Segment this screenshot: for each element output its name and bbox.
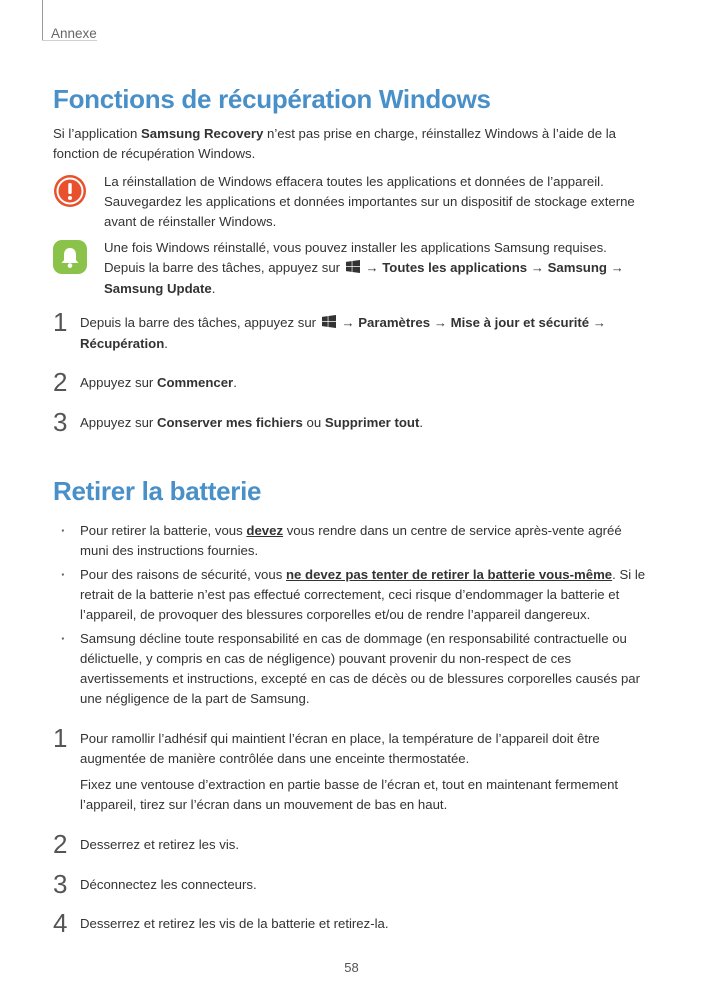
arrow-text: →	[361, 260, 383, 275]
arrow-text: →	[430, 315, 451, 330]
step-number: 4	[53, 908, 68, 938]
bullet-text-b: . Si le retrait de la batterie n’est pas effectué correctement, ceci risque d’endommager la batterie et l’appareil, de provoquer des blessures corporelles et/ou de rendre l’appareil dangereux.	[80, 567, 646, 622]
windows-logo-icon	[346, 259, 360, 279]
info-text-a: Une fois Windows réinstallé, vous pouvez installer les applications Samsung requises. Depuis la barre des tâches, appuyez sur	[104, 240, 607, 275]
step-number: 3	[53, 407, 68, 437]
step-text: Déconnectez les connecteurs.	[80, 877, 257, 892]
start-label: Commencer	[156, 375, 234, 390]
step-text	[80, 373, 648, 393]
step-number: 1	[53, 723, 68, 753]
info-path-2: Samsung	[547, 260, 607, 275]
bullet-text-b: vous rendre dans un centre de service après-vente agréé muni des instructions fournies.	[80, 523, 622, 558]
intro-paragraph	[53, 124, 653, 164]
step-text-a: Appuyez sur	[80, 415, 157, 430]
info-path-3: Samsung Update	[104, 281, 212, 296]
section-title-remove-battery: Retirer la batterie	[53, 476, 262, 506]
period-text: .	[211, 281, 216, 296]
step-number: 2	[53, 367, 68, 397]
step-text: Desserrez et retirez les vis.	[80, 837, 240, 852]
step-text: Desserrez et retirez les vis de la batterie et retirez-la.	[80, 916, 389, 931]
period-text: .	[164, 336, 168, 351]
arrow-text: →	[606, 260, 624, 275]
battery-warnings-list	[53, 521, 653, 713]
list-item	[53, 521, 653, 561]
underlined-emphasis: ne devez pas tenter de retirer la batterie vous-même	[285, 567, 613, 582]
step-text-a: Depuis la barre des tâches, appuyez sur	[80, 315, 320, 330]
bell-icon	[53, 240, 87, 274]
bullet-text-a: Pour des raisons de sécurité, vous	[80, 567, 286, 582]
step-text-a: Appuyez sur	[80, 375, 157, 390]
warning-text: La réinstallation de Windows effacera toutes les applications et données de l’appareil. Sauvegardez les applications et données importantes sur un dispositif de stockage externe avant de réinstaller Windows.	[104, 174, 635, 229]
remove-all-label: Supprimer tout	[324, 415, 420, 430]
step-text	[80, 413, 648, 433]
step-path-1: Paramètres	[358, 315, 431, 330]
underlined-emphasis: devez	[246, 523, 284, 538]
page-number: 58	[344, 960, 359, 975]
step-number: 1	[53, 307, 68, 337]
step-path-3: Récupération	[80, 336, 165, 351]
step-number: 2	[53, 829, 68, 859]
step-text	[80, 313, 648, 354]
step-text-continued: Fixez une ventouse d’extraction en partie basse de l’écran et, tout en maintenant fermement l’appareil, tirez sur l’écran dans un mouvement de bas en haut.	[80, 777, 619, 812]
bullet-text-a: Pour retirer la batterie, vous	[80, 523, 247, 538]
period-text: .	[233, 375, 237, 390]
period-text: .	[419, 415, 424, 430]
info-text	[104, 238, 650, 299]
intro-app-name: Samsung Recovery	[140, 126, 264, 141]
intro-text-a: Si l’application	[53, 126, 141, 141]
section-label: Annexe	[51, 26, 97, 41]
step-path-2: Mise à jour et sécurité	[450, 315, 590, 330]
corner-mark-vertical	[42, 0, 43, 40]
arrow-text: →	[337, 315, 359, 330]
or-text: ou	[302, 415, 325, 430]
list-item	[53, 565, 653, 625]
info-path-1: Toutes les applications	[382, 260, 528, 275]
step-number: 3	[53, 869, 68, 899]
bullet-text-a: Samsung décline toute responsabilité en cas de dommage (en responsabilité contractuelle ou délictuelle, y compris en cas de négligence) pouvant provenir du non-respect de ces avertissements et instructions, excepté en cas de décès ou de blessures corporelles causés par une négligence de la part de Samsung.	[80, 631, 641, 706]
arrow-text: →	[527, 260, 548, 275]
list-item	[53, 629, 653, 709]
keep-files-label: Conserver mes fichiers	[156, 415, 303, 430]
section-title-windows-recovery: Fonctions de récupération Windows	[53, 84, 491, 114]
intro-text-b: n’est pas prise en charge, réinstallez Windows à l’aide de la fonction de récupération Windows.	[53, 126, 616, 161]
step-text: Pour ramollir l’adhésif qui maintient l’écran en place, la température de l’appareil doit être augmentée de manière contrôlée dans une enceinte thermostatée.	[80, 731, 600, 766]
arrow-text: →	[589, 315, 606, 330]
warning-icon	[53, 174, 87, 208]
windows-logo-icon	[322, 314, 336, 334]
